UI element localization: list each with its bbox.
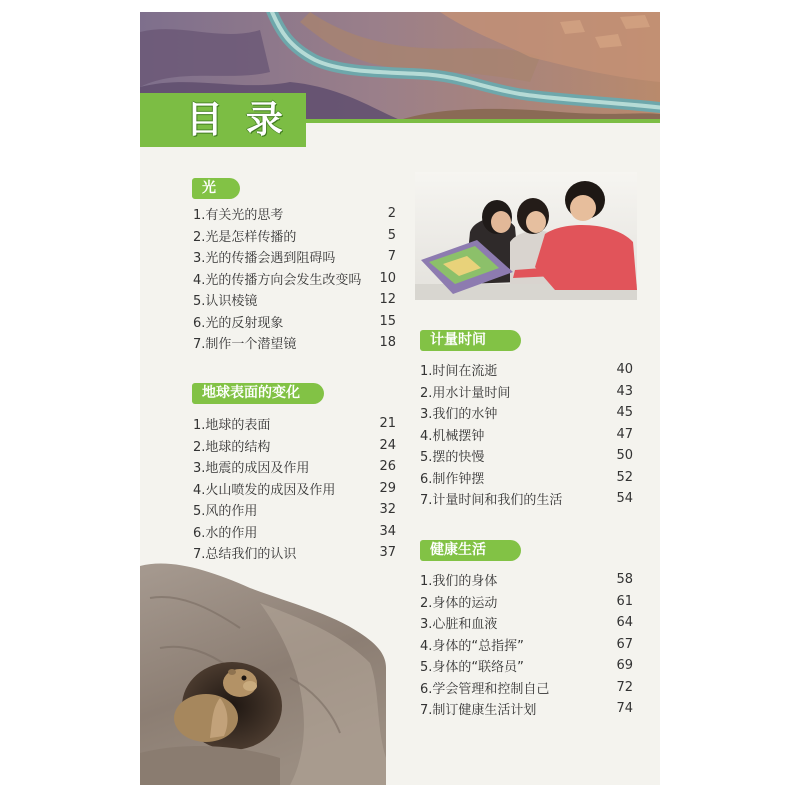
toc-entry-title: 1.时间在流逝 (420, 364, 498, 380)
toc-entry-title: 2.用水计量时间 (420, 385, 511, 401)
toc-entry-title: 1.我们的身体 (420, 574, 498, 590)
prairie-dog-burrow-photo (140, 558, 386, 785)
toc-entry-page: 74 (616, 701, 633, 717)
toc-entry-page: 5 (387, 227, 396, 243)
section-heading-healthy-living: 健康生活 (420, 540, 521, 561)
toc-entry-title: 4.火山喷发的成因及作用 (193, 482, 336, 498)
toc-entry-page: 15 (379, 313, 396, 329)
toc-entry-page: 47 (616, 426, 633, 442)
toc-entry-page: 10 (379, 270, 396, 286)
toc-entry-page: 37 (379, 545, 396, 561)
toc-entry (193, 478, 396, 500)
toc-entry (193, 499, 396, 521)
toc-entry-page: 2 (387, 206, 396, 222)
toc-entry-page: 58 (616, 572, 633, 588)
toc-entry-title: 5.风的作用 (193, 504, 258, 520)
toc-list-earth-surface (193, 413, 396, 564)
toc-entry-page: 61 (616, 593, 633, 609)
toc-entry-page: 52 (616, 469, 633, 485)
toc-entry (420, 634, 633, 656)
toc-entry-page: 67 (616, 636, 633, 652)
toc-entry (420, 655, 633, 677)
toc-entry-title: 5.认识棱镜 (193, 294, 258, 310)
toc-entry-page: 24 (379, 437, 396, 453)
toc-entry (420, 445, 633, 467)
toc-entry-page: 72 (616, 679, 633, 695)
toc-entry-title: 2.身体的运动 (420, 595, 498, 611)
toc-entry-page: 34 (379, 523, 396, 539)
toc-list-light (193, 203, 396, 354)
toc-entry-title: 3.心脏和血液 (420, 617, 498, 633)
toc-entry-title: 2.地球的结构 (193, 439, 271, 455)
toc-entry (193, 311, 396, 333)
toc-entry-title: 6.光的反射现象 (193, 315, 284, 331)
toc-entry-title: 4.光的传播方向会发生改变吗 (193, 272, 362, 288)
toc-entry-page: 64 (616, 615, 633, 631)
toc-entry-title: 3.光的传播会遇到阻碍吗 (193, 251, 336, 267)
toc-entry-title: 6.学会管理和控制自己 (420, 681, 550, 697)
toc-entry (420, 467, 633, 489)
toc-entry (420, 591, 633, 613)
toc-list-measuring-time (420, 359, 633, 510)
toc-entry-page: 21 (379, 416, 396, 432)
page-title: 目 录 (186, 98, 288, 141)
toc-entry (193, 456, 396, 478)
toc-entry (420, 569, 633, 591)
toc-entry-title: 1.地球的表面 (193, 418, 271, 434)
toc-entry-page: 69 (616, 658, 633, 674)
toc-entry (420, 402, 633, 424)
toc-entry-title: 5.摆的快慢 (420, 450, 485, 466)
toc-entry (193, 332, 396, 354)
toc-entry-page: 26 (379, 459, 396, 475)
toc-entry (420, 612, 633, 634)
toc-entry-page: 32 (379, 502, 396, 518)
toc-entry-title: 3.地震的成因及作用 (193, 461, 310, 477)
toc-entry-title: 1.有关光的思考 (193, 208, 284, 224)
toc-list-healthy-living (420, 569, 633, 720)
section-heading-measuring-time: 计量时间 (420, 330, 521, 351)
toc-entry-page: 29 (379, 480, 396, 496)
toc-entry (193, 268, 396, 290)
toc-entry-title: 3.我们的水钟 (420, 407, 498, 423)
children-reading-map-photo (415, 172, 637, 300)
toc-entry-page: 45 (616, 405, 633, 421)
toc-entry-title: 7.制作一个潜望镜 (193, 337, 297, 353)
toc-entry (420, 424, 633, 446)
toc-entry-page: 12 (379, 292, 396, 308)
toc-entry (420, 359, 633, 381)
toc-entry (420, 488, 633, 510)
toc-entry (193, 413, 396, 435)
toc-entry (193, 289, 396, 311)
toc-entry-title: 7.总结我们的认识 (193, 547, 297, 563)
toc-entry-title: 6.制作钟摆 (420, 471, 485, 487)
toc-entry-page: 50 (616, 448, 633, 464)
toc-entry-title: 2.光是怎样传播的 (193, 229, 297, 245)
toc-entry-page: 43 (616, 383, 633, 399)
toc-entry-title: 4.机械摆钟 (420, 428, 485, 444)
toc-entry (193, 203, 396, 225)
toc-entry-page: 18 (379, 335, 396, 351)
toc-entry-page: 40 (616, 362, 633, 378)
section-heading-earth-surface: 地球表面的变化 (192, 383, 324, 404)
toc-entry-title: 6.水的作用 (193, 525, 258, 541)
toc-entry-title: 4.身体的“总指挥” (420, 638, 524, 654)
toc-entry (420, 381, 633, 403)
toc-entry-title: 5.身体的“联络员” (420, 660, 524, 676)
section-heading-light: 光 (192, 178, 240, 199)
toc-entry (193, 521, 396, 543)
toc-entry (193, 225, 396, 247)
toc-entry-page: 54 (616, 491, 633, 507)
toc-entry (193, 246, 396, 268)
toc-entry-title: 7.制订健康生活计划 (420, 703, 537, 719)
toc-entry (193, 435, 396, 457)
toc-entry (420, 698, 633, 720)
toc-entry-page: 7 (387, 249, 396, 265)
toc-entry (420, 677, 633, 699)
toc-entry-title: 7.计量时间和我们的生活 (420, 493, 563, 509)
